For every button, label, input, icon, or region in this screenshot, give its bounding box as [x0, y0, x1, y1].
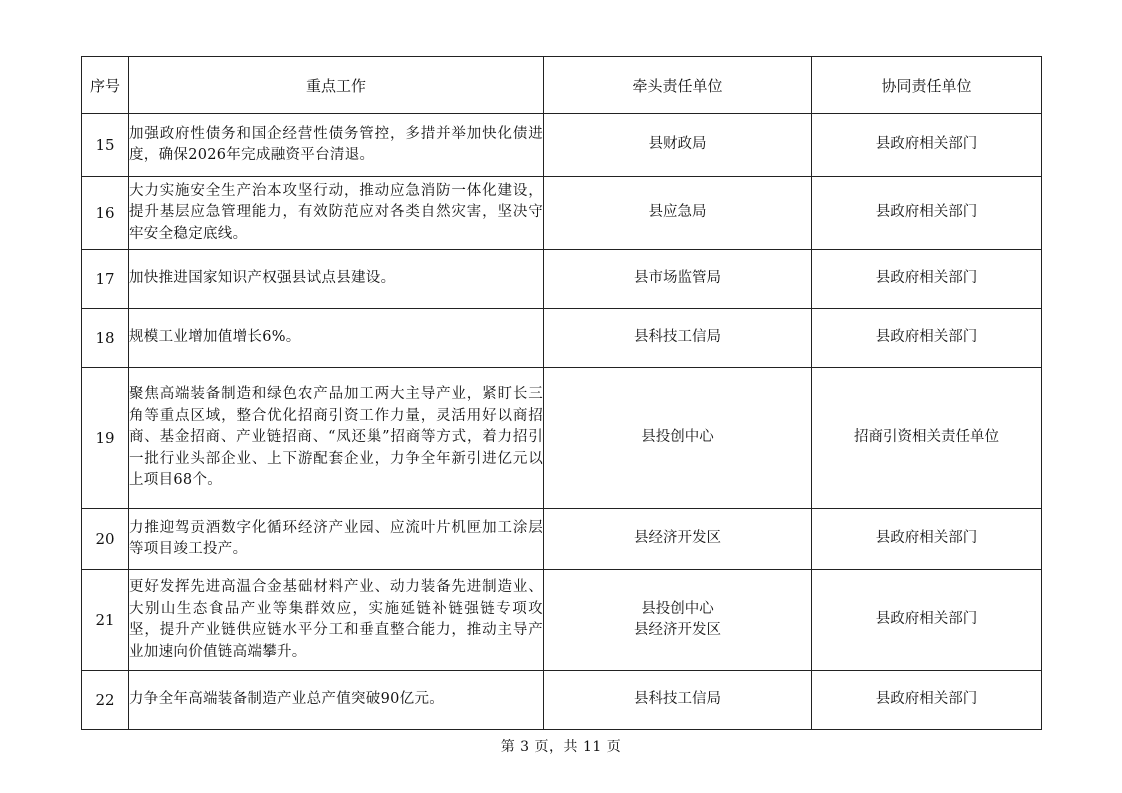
row-work: 聚焦高端装备制造和绿色农产品加工两大主导产业，紧盯长三角等重点区域，整合优化招商引资工作力量，灵活用好以商招商、基金招商、产业链招商、“凤还巢”招商等方式，着力招引一批行业头部企业、上下游配套企业，力争全年新引进亿元以上项目68个。: [129, 368, 544, 509]
row-index: 17: [82, 250, 129, 309]
table-row: [82, 509, 1042, 570]
header-work: 重点工作: [129, 57, 544, 114]
row-work: 更好发挥先进高温合金基础材料产业、动力装备先进制造业、大别山生态食品产业等集群效应，实施延链补链强链专项攻坚，提升产业链供应链水平分工和垂直整合能力，推动主导产业加速向价值链高端攀升。: [129, 570, 544, 671]
row-assist-unit: 县政府相关部门: [812, 509, 1042, 570]
row-lead-unit: [544, 509, 812, 570]
table-header-row: [82, 57, 1042, 114]
row-assist-unit: 县政府相关部门: [812, 570, 1042, 671]
table-row: [82, 309, 1042, 368]
row-index: 15: [82, 114, 129, 177]
page-number-footer: 第 3 页，共 11 页: [500, 739, 622, 755]
row-index: 16: [82, 177, 129, 250]
row-index: 18: [82, 309, 129, 368]
lead-unit-line: 县市场监管局: [634, 270, 721, 287]
row-index: 20: [82, 509, 129, 570]
lead-unit-line: 县科技工信局: [634, 691, 721, 708]
row-work: 力争全年高端装备制造产业总产值突破90亿元。: [129, 671, 544, 730]
table-row: [82, 177, 1042, 250]
lead-unit-line: 县财政局: [648, 136, 707, 153]
row-lead-unit: [544, 177, 812, 250]
row-lead-unit: [544, 114, 812, 177]
row-lead-unit: [544, 250, 812, 309]
header-index: 序号: [82, 57, 129, 114]
row-index: 21: [82, 570, 129, 671]
row-lead-unit: [544, 309, 812, 368]
row-lead-unit: [544, 570, 812, 671]
row-work: 加快推进国家知识产权强县试点县建设。: [129, 250, 544, 309]
row-assist-unit: 县政府相关部门: [812, 671, 1042, 730]
row-work: 规模工业增加值增长6%。: [129, 309, 544, 368]
row-work: 大力实施安全生产治本攻坚行动，推动应急消防一体化建设，提升基层应急管理能力，有效防范应对各类自然灾害，坚决守牢安全稳定底线。: [129, 177, 544, 250]
table-row: [82, 368, 1042, 509]
row-assist-unit: 县政府相关部门: [812, 250, 1042, 309]
lead-unit-line: 县投创中心: [641, 429, 714, 446]
table-row: [82, 250, 1042, 309]
lead-unit-line: 县经济开发区: [634, 530, 721, 547]
key-work-table: [81, 56, 1042, 730]
row-index: 22: [82, 671, 129, 730]
row-work: 力推迎驾贡酒数字化循环经济产业园、应流叶片机匣加工涂层等项目竣工投产。: [129, 509, 544, 570]
lead-unit-line: 县科技工信局: [634, 329, 721, 346]
table-row: [82, 570, 1042, 671]
lead-unit-line: 县应急局: [648, 204, 707, 221]
row-assist-unit: 县政府相关部门: [812, 309, 1042, 368]
table-row: [82, 114, 1042, 177]
row-assist-unit: 县政府相关部门: [812, 114, 1042, 177]
table-row: [82, 671, 1042, 730]
row-lead-unit: [544, 368, 812, 509]
lead-unit-line: 县投创中心: [641, 600, 714, 617]
header-assist-unit: 协同责任单位: [812, 57, 1042, 114]
lead-unit-line: 县经济开发区: [634, 622, 721, 638]
row-lead-unit: [544, 671, 812, 730]
header-lead-unit: 牵头责任单位: [544, 57, 812, 114]
row-index: 19: [82, 368, 129, 509]
row-assist-unit: 招商引资相关责任单位: [812, 368, 1042, 509]
row-work: 加强政府性债务和国企经营性债务管控，多措并举加快化债进度，确保2026年完成融资平台清退。: [129, 114, 544, 177]
row-assist-unit: 县政府相关部门: [812, 177, 1042, 250]
